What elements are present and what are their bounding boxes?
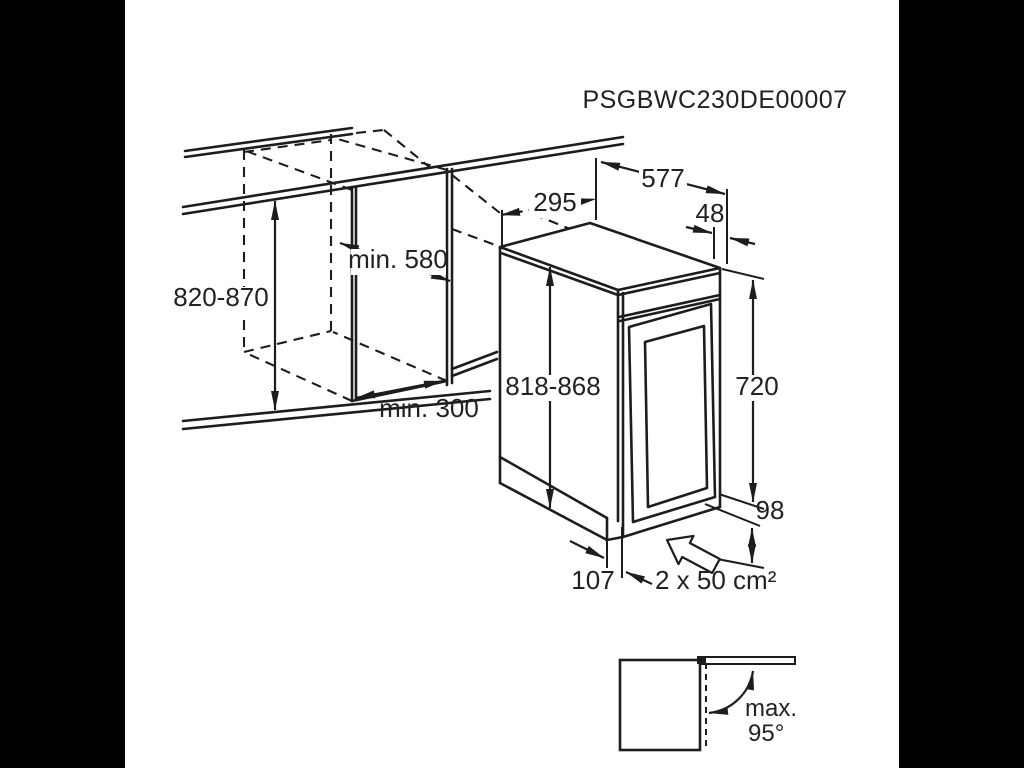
- door-hinge: [697, 656, 706, 664]
- dim-label-niche-width: min. 300: [379, 393, 479, 423]
- dim-label-rear-gap: 48: [695, 198, 725, 228]
- dim-label-plinth-height: 98: [755, 495, 785, 525]
- dim-label-plinth-recess: 107: [571, 565, 615, 595]
- appliance-top-view: [620, 660, 700, 750]
- dim-label-appliance-width: 295: [533, 187, 577, 217]
- door-swing-angle-label: 95°: [748, 720, 785, 747]
- dim-label-niche-depth: min. 580: [348, 244, 448, 274]
- dim-label-niche-height: 820-870: [173, 282, 269, 312]
- dim-label-door-height: 720: [735, 371, 779, 401]
- dim-label-vent-area: 2 x 50 cm²: [655, 565, 777, 595]
- door-swing-max-label: max.: [745, 695, 798, 722]
- dim-label-appliance-height: 818-868: [505, 371, 601, 401]
- drawing-title: PSGBWC230DE00007: [582, 86, 848, 114]
- dim-label-appliance-depth: 577: [641, 163, 685, 193]
- open-door-bar: [702, 657, 795, 664]
